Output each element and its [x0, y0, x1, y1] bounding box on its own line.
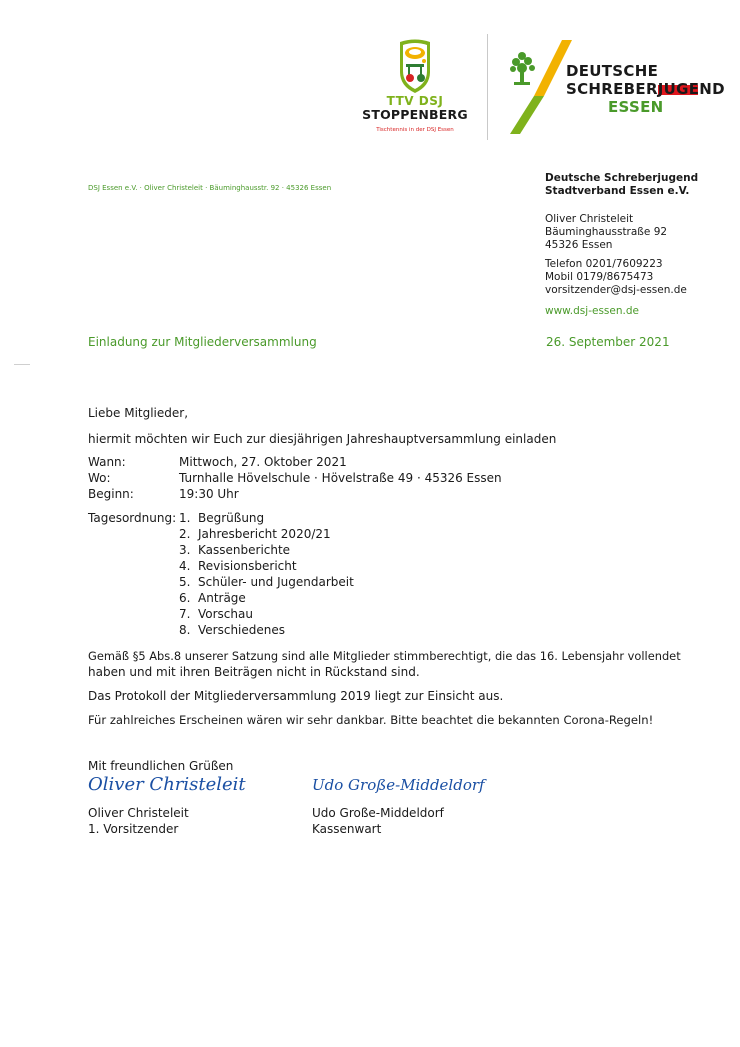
signer-left-name: Oliver Christeleit — [88, 806, 189, 820]
agenda-item-number: 8. — [179, 623, 191, 637]
contact-mobile: Mobil 0179/8675473 — [545, 271, 654, 283]
agenda-item-number: 5. — [179, 575, 191, 589]
letter-subject: Einladung zur Mitgliederversammlung — [88, 335, 317, 349]
ttv-logo-subtitle: Tischtennis in der DSJ Essen — [376, 127, 454, 133]
when-value: Mittwoch, 27. Oktober 2021 — [179, 455, 347, 469]
contact-street: Bäuminghausstraße 92 — [545, 226, 668, 238]
contact-email: vorsitzender@dsj-essen.de — [545, 284, 687, 296]
ttv-stoppenberg-logo — [360, 38, 470, 146]
contact-city: 45326 Essen — [545, 239, 613, 251]
agenda-label: Tagesordnung: — [88, 511, 177, 525]
greeting: Liebe Mitglieder, — [88, 406, 189, 420]
dsj-logo-line1: DEUTSCHE — [566, 62, 659, 80]
agenda-item: Schüler- und Jugendarbeit — [198, 575, 354, 589]
start-label: Beginn: — [88, 487, 134, 501]
where-value: Turnhalle Hövelschule · Hövelstraße 49 · 45326 Essen — [179, 471, 502, 485]
when-label: Wann: — [88, 455, 126, 469]
agenda-item-number: 6. — [179, 591, 191, 605]
dsj-logo-line3: ESSEN — [608, 98, 664, 116]
org-name-line1: Deutsche Schreberjugend — [545, 172, 699, 184]
agenda-item: Kassenberichte — [198, 543, 291, 557]
signer-right-name: Udo Große-Middeldorf — [312, 806, 444, 820]
agenda-item-number: 3. — [179, 543, 191, 557]
agenda-item-number: 2. — [179, 527, 191, 541]
sender-return-address: DSJ Essen e.V. · Oliver Christeleit · Bäuminghausstr. 92 · 45326 Essen — [88, 184, 332, 192]
contact-phone: Telefon 0201/7609223 — [545, 258, 663, 270]
signature-left: Oliver Christeleit — [88, 774, 246, 795]
signature-right: Udo Große-Middeldorf — [312, 776, 485, 794]
website-link: www.dsj-essen.de — [545, 305, 639, 317]
protocol-text: Das Protokoll der Mitgliederversammlung 2019 liegt zur Einsicht aus. — [88, 689, 504, 703]
ttv-logo-line2: STOPPENBERG — [362, 107, 468, 122]
agenda-item: Begrüßung — [198, 511, 265, 525]
regards: Mit freundlichen Grüßen — [88, 759, 234, 773]
voting-rights-text: Gemäß §5 Abs.8 unserer Satzung sind alle Mitglieder stimmberechtigt, die das 16. Lebensjahr vollendet — [88, 649, 681, 663]
agenda-item: Jahresbericht 2020/21 — [198, 527, 331, 541]
fold-mark — [14, 364, 30, 365]
dsj-logo-line2: SCHREBERJUGEND — [566, 80, 725, 98]
agenda-item: Revisionsbericht — [198, 559, 297, 573]
agenda-item-number: 7. — [179, 607, 191, 621]
agenda-item-number: 4. — [179, 559, 191, 573]
ttv-logo-line1: TTV DSJ — [386, 94, 444, 108]
agenda-item: Verschiedenes — [198, 623, 286, 637]
dsj-essen-logo — [508, 38, 725, 136]
table-tennis-crest-icon — [397, 38, 433, 94]
agenda-item: Vorschau — [198, 607, 253, 621]
start-value: 19:30 Uhr — [179, 487, 239, 501]
signer-left-role: 1. Vorsitzender — [88, 822, 179, 836]
contact-person: Oliver Christeleit — [545, 213, 634, 225]
closing-text: Für zahlreiches Erscheinen wären wir sehr dankbar. Bitte beachtet die bekannten Corona-Regeln! — [88, 713, 654, 727]
signer-right-role: Kassenwart — [312, 822, 382, 836]
logo-divider — [487, 34, 488, 140]
voting-rights-text-cont: haben und mit ihren Beiträgen nicht in Rückstand sind. — [88, 665, 420, 679]
agenda-item: Anträge — [198, 591, 246, 605]
agenda-item-number: 1. — [179, 511, 191, 525]
letter-date: 26. September 2021 — [546, 335, 670, 349]
org-name-line2: Stadtverband Essen e.V. — [545, 185, 690, 197]
where-label: Wo: — [88, 471, 111, 485]
intro-text: hiermit möchten wir Euch zur diesjährigen Jahreshauptversammlung einladen — [88, 432, 557, 446]
